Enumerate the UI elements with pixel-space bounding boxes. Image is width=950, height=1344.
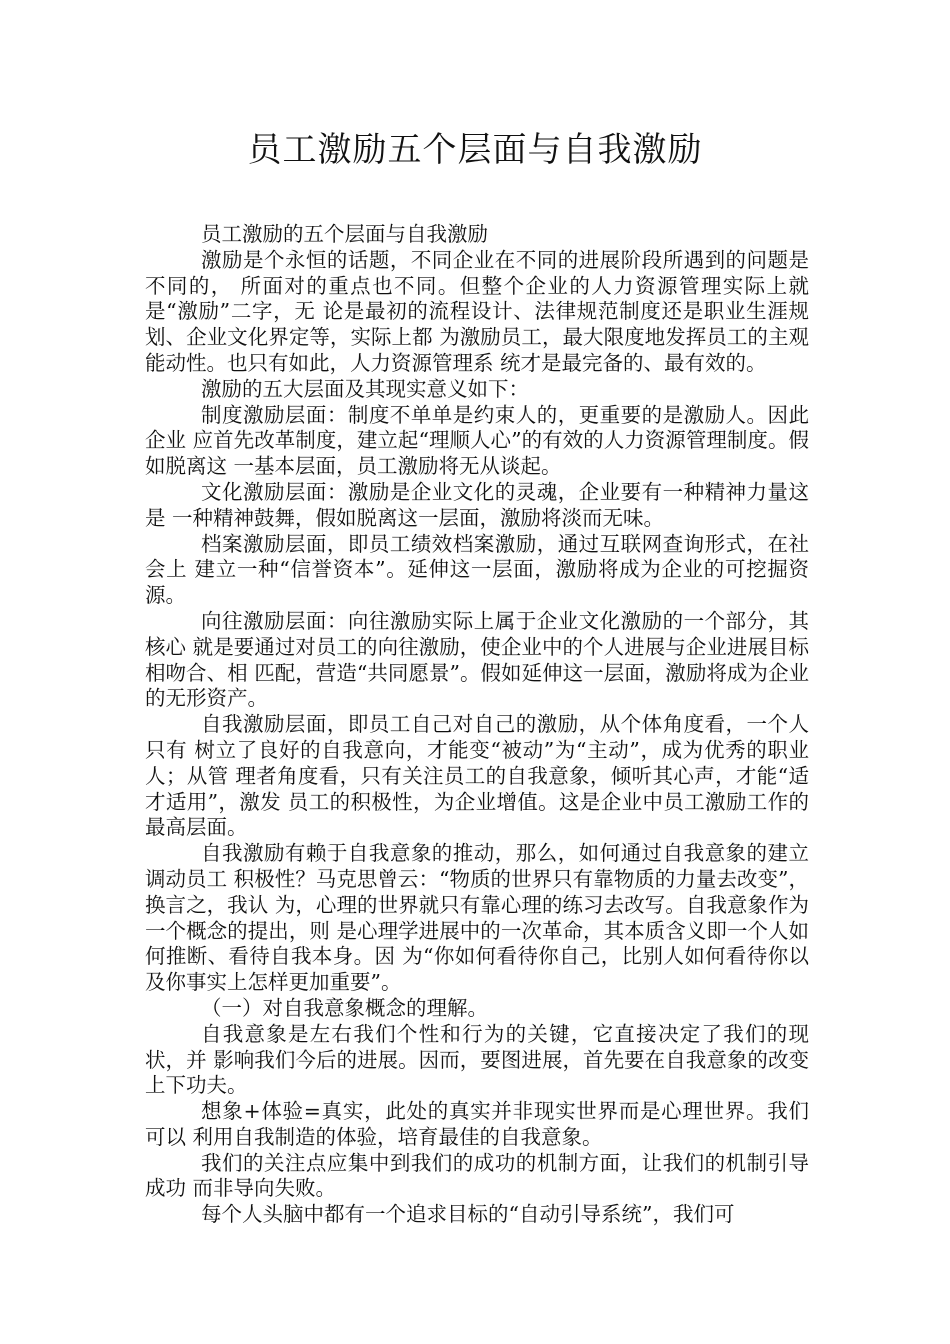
paragraph: 想象+体验=真实，此处的真实并非现实世界而是心理世界。我们可以 利用自我制造的体验，培育最佳的自我意象。	[145, 1099, 809, 1149]
paragraph: 自我激励有赖于自我意象的推动，那么，如何通过自我意象的建立调动员工 积极性？马克思曾云：“物质的世界只有靠物质的力量去改变”，换言之，我认 为，心理的世界就只有靠心理的练习去改写。自我意象作为一个概念的提出，则 是心理学进展中的一次革命，其本质含义即一个人如何推断、看待自我本身。因 为“你如何看待你自己，比别人如何看待你以及你事实上怎样更加重要”。	[145, 841, 809, 995]
paragraph: 文化激励层面：激励是企业文化的灵魂，企业要有一种精神力量这是 一种精神鼓舞，假如脱离这一层面，激励将淡而无味。	[145, 479, 809, 530]
paragraph: 每个人头脑中都有一个追求目标的“自动引导系统”，我们可	[201, 1202, 735, 1227]
paragraph: 激励是个永恒的话题，不同企业在不同的进展阶段所遇到的问题是不同的， 所面对的重点也不同。但整个企业的人力资源管理实际上就是“激励”二字，无 论是最初的流程设计、法律规范制度还是职业生涯规划、企业文化界定等，实际上都 为激励员工，最大限度地发挥员工的主观能动性。也只有如此，人力资源管理系 统才是最完备的、最有效的。	[145, 247, 809, 375]
paragraph-subtitle: 员工激励的五个层面与自我激励	[201, 222, 488, 246]
paragraph: 制度激励层面：制度不单单是约束人的，更重要的是激励人。因此企业 应首先改革制度，建立起“理顺人心”的有效的人力资源管理制度。假如脱离这 一基本层面，员工激励将无从谈起。	[145, 402, 809, 479]
section-heading: （一）对自我意象概念的理解。	[201, 995, 488, 1020]
paragraph: 档案激励层面，即员工绩效档案激励，通过互联网查询形式，在社会上 建立一种“信誉资本”。延伸这一层面，激励将成为企业的可挖掘资源。	[145, 531, 809, 608]
document-body	[145, 222, 809, 1228]
paragraph: 自我意象是左右我们个性和行为的关键，它直接决定了我们的现状，并 影响我们今后的进展。因而，要图进展，首先要在自我意象的改变上下功夫。	[145, 1021, 809, 1098]
paragraph: 激励的五大层面及其现实意义如下：	[201, 376, 529, 401]
paragraph: 自我激励层面，即员工自己对自己的激励，从个体角度看，一个人只有 树立了良好的自我意向，才能变“被动”为“主动”，成为优秀的职业人；从管 理者角度看，只有关注员工的自我意象，倾听其心声，才能“适才适用”，激发 员工的积极性，为企业增值。这是企业中员工激励工作的最高层面。	[145, 712, 809, 840]
document-title: 员工激励五个层面与自我激励	[247, 130, 703, 170]
paragraph: 我们的关注点应集中到我们的成功的机制方面，让我们的机制引导成功 而非导向失败。	[145, 1150, 809, 1201]
paragraph: 向往激励层面：向往激励实际上属于企业文化激励的一个部分，其核心 就是要通过对员工的向往激励，使企业中的个人进展与企业进展目标相吻合、相 匹配，营造“共同愿景”。假如延伸这一层面，激励将成为企业的无形资产。	[145, 608, 809, 711]
